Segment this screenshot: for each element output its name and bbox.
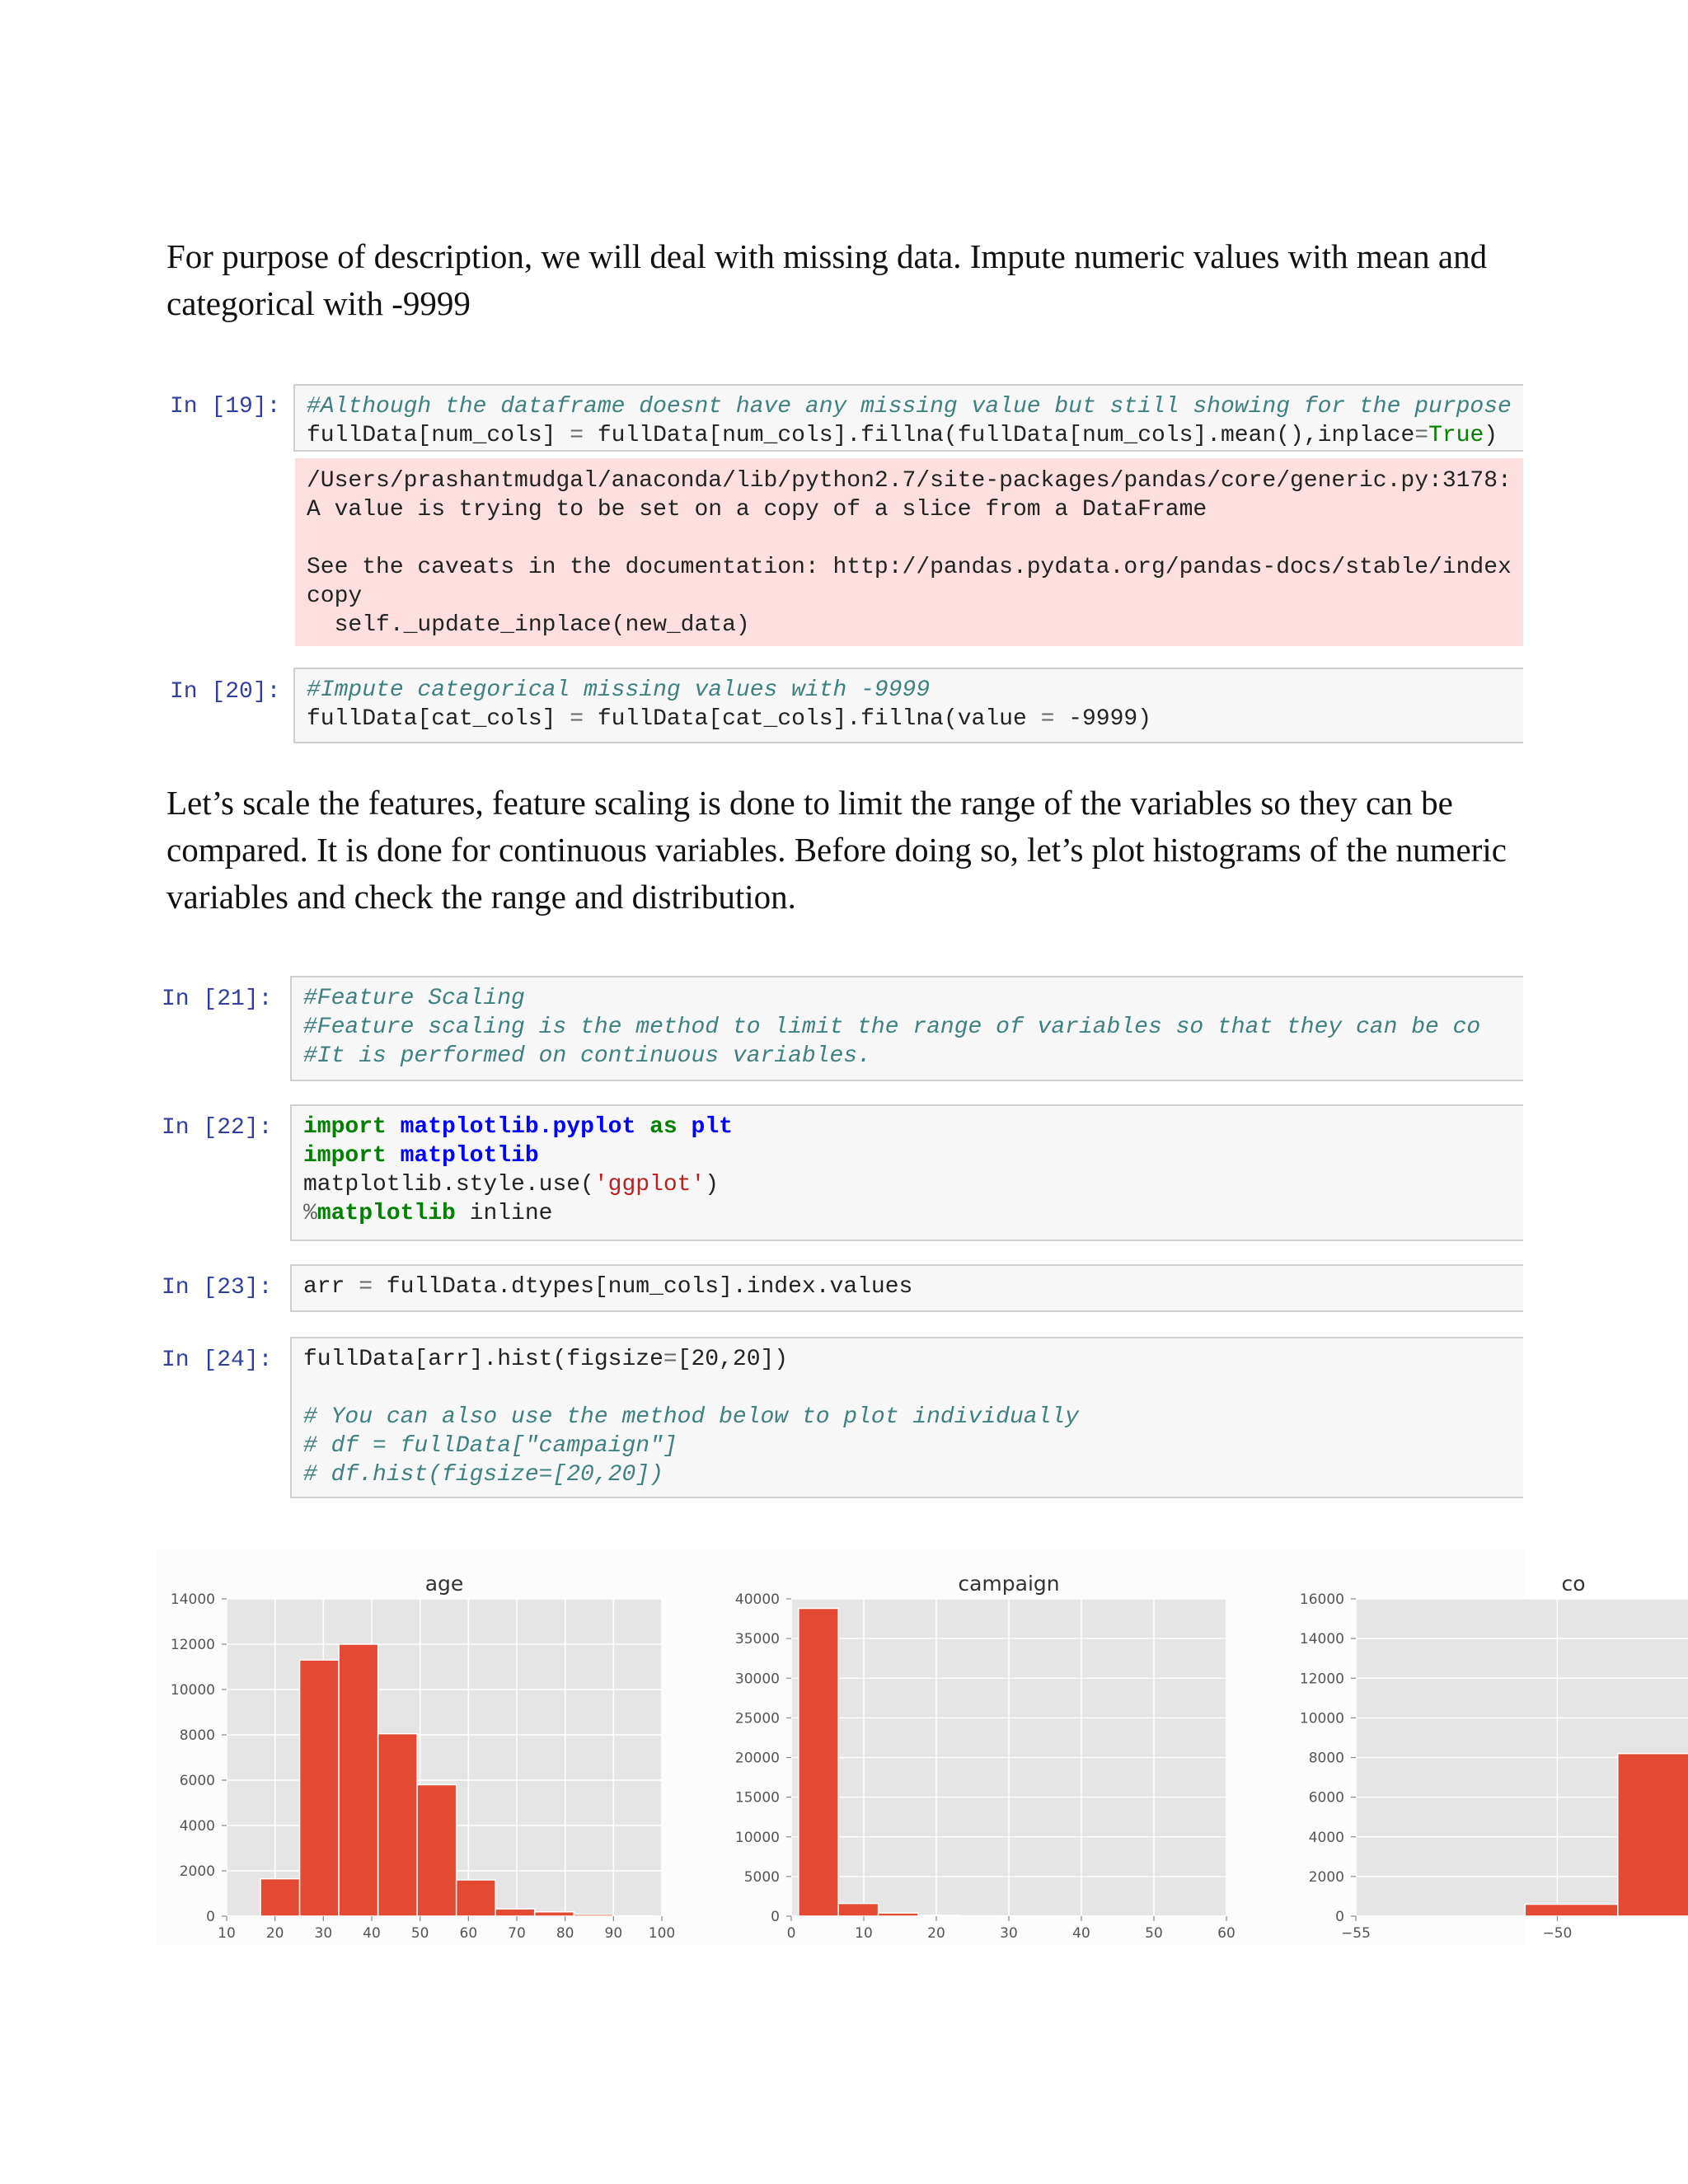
code-comment: # You can also use the method below to plot individually [303, 1404, 1079, 1430]
code-comment: #Impute categorical missing values with -9999 [307, 677, 931, 703]
y-tick-label: 8000 [179, 1727, 215, 1744]
x-tick-label: −55 [1341, 1925, 1371, 1942]
histogram-output [157, 1549, 1586, 1945]
code-comment: #Although the dataframe doesnt have any missing value but still showing for the purpose [307, 394, 1512, 419]
code-module: matplotlib.pyplot [400, 1114, 636, 1140]
code-text: fullData[cat_cols] [307, 706, 570, 732]
code-text: matplotlib.style.use( [303, 1172, 594, 1197]
histogram-figure [157, 1549, 1586, 1945]
error-line: self._update_inplace(new_data) [307, 612, 750, 638]
error-line: A value is trying to be set on a copy of a slice from a DataFrame [307, 497, 1207, 523]
code-input[interactable] [293, 384, 1523, 452]
y-tick-label: 2000 [179, 1863, 215, 1880]
code-text: fullData[arr].hist(figsize [303, 1347, 663, 1372]
cell-prompt: In [22]: [162, 1115, 273, 1141]
histogram-bar [339, 1644, 378, 1916]
x-tick-label: 70 [508, 1925, 526, 1942]
histogram-bar [838, 1904, 878, 1916]
x-tick-label: 30 [314, 1925, 333, 1942]
x-tick-label: 90 [604, 1925, 623, 1942]
cell-prompt: In [19]: [170, 394, 281, 419]
code-text: fullData[num_cols].fillna(fullData[num_cols].mean(),inplace [584, 423, 1415, 448]
histogram-bar [495, 1909, 535, 1916]
histogram-bar [879, 1913, 918, 1916]
y-tick-label: 5000 [743, 1868, 780, 1886]
code-input[interactable] [290, 1264, 1523, 1312]
code-string: 'ggplot' [593, 1172, 706, 1197]
code-module: plt [691, 1114, 733, 1140]
code-operator: = [1414, 423, 1429, 448]
y-tick-label: 4000 [179, 1818, 215, 1835]
y-tick-label: 15000 [734, 1789, 780, 1807]
x-tick-label: 50 [1145, 1925, 1163, 1942]
code-keyword: import [303, 1114, 387, 1140]
code-input[interactable] [290, 1104, 1523, 1241]
scaling-paragraph: Let’s scale the features, feature scaling is done to limit the range of the variables so they can be compared. It is done for continuous variables. Before doing so, let’s plot histograms of the numeric variables and check the range and distribution. [166, 784, 1507, 916]
code-operator: = [359, 1274, 373, 1300]
code-cell-24[interactable] [162, 1337, 1523, 1498]
code-keyword: import [303, 1143, 387, 1169]
x-tick-label: 20 [265, 1925, 284, 1942]
code-text: fullData[num_cols] [307, 423, 570, 448]
y-tick-label: 12000 [170, 1637, 215, 1653]
y-tick-label: 8000 [1308, 1750, 1344, 1767]
x-tick-label: 10 [855, 1925, 873, 1942]
y-tick-label: 0 [206, 1909, 215, 1925]
x-tick-label: 60 [1217, 1925, 1236, 1942]
code-cell-20[interactable] [170, 668, 1523, 743]
code-cell-21[interactable] [162, 976, 1523, 1081]
intro-paragraph: For purpose of description, we will deal with missing data. Impute numeric values with mean and categorical with -9999 [166, 237, 1488, 322]
cell-prompt: In [24]: [162, 1347, 273, 1373]
chart-title: campaign [958, 1572, 1060, 1596]
code-comment: #Feature Scaling [303, 986, 525, 1011]
code-comment: # df.hist(figsize=[20,20]) [303, 1462, 663, 1488]
cell-prompt: In [23]: [162, 1275, 273, 1301]
y-tick-label: 6000 [1308, 1789, 1344, 1807]
y-tick-label: 0 [771, 1909, 780, 1925]
code-text: ) [1484, 423, 1498, 448]
code-comment: #Feature scaling is the method to limit the range of variables so that they can be co [303, 1015, 1481, 1040]
code-input[interactable] [290, 1337, 1523, 1498]
histogram-bar [457, 1880, 496, 1916]
code-input[interactable] [293, 668, 1523, 743]
code-text: [20,20]) [677, 1347, 789, 1372]
code-operator: = [570, 706, 584, 732]
y-tick-label: 20000 [734, 1750, 780, 1767]
y-tick-label: 6000 [179, 1773, 215, 1789]
y-tick-label: 12000 [1299, 1671, 1344, 1688]
x-tick-label: 0 [786, 1925, 796, 1942]
code-cell-23[interactable] [162, 1264, 1523, 1312]
error-output [295, 458, 1523, 646]
histogram-bar [799, 1609, 838, 1916]
histogram-bar [1525, 1905, 1617, 1916]
code-text: ) [705, 1172, 720, 1197]
code-operator: = [570, 423, 584, 448]
y-tick-label: 30000 [734, 1671, 780, 1688]
histogram-bar [300, 1660, 340, 1916]
y-tick-label: 0 [1335, 1909, 1344, 1925]
code-boolean: True [1428, 423, 1484, 448]
y-tick-label: 25000 [734, 1710, 780, 1727]
error-line: /Users/prashantmudgal/anaconda/lib/python2.7/site-packages/pandas/core/generic.py:3178: [307, 468, 1512, 494]
chart-title: co [1561, 1572, 1586, 1596]
code-operator: % [303, 1201, 317, 1226]
x-tick-label: 40 [363, 1925, 381, 1942]
histogram-bar [1618, 1754, 1688, 1916]
y-tick-label: 10000 [1299, 1710, 1344, 1727]
x-tick-label: 80 [556, 1925, 574, 1942]
y-tick-label: 10000 [734, 1829, 780, 1846]
x-tick-label: 100 [648, 1925, 676, 1942]
y-tick-label: 4000 [1308, 1829, 1344, 1846]
code-cell-22[interactable] [162, 1104, 1523, 1241]
histogram-bar [535, 1912, 574, 1916]
cell-prompt: In [21]: [162, 987, 273, 1012]
y-tick-label: 35000 [734, 1631, 780, 1648]
x-tick-label: 30 [1000, 1925, 1018, 1942]
histogram-bar [613, 1915, 653, 1916]
error-line: See the caveats in the documentation: http://pandas.pydata.org/pandas-docs/stable/index [307, 555, 1512, 580]
y-tick-label: 40000 [734, 1591, 780, 1608]
y-tick-label: 2000 [1308, 1868, 1344, 1886]
histogram-bar [378, 1734, 418, 1916]
x-tick-label: 40 [1072, 1925, 1090, 1942]
histogram-bar [260, 1879, 300, 1916]
histogram-bar [918, 1915, 958, 1916]
code-text: -9999) [1054, 706, 1152, 732]
code-magic: matplotlib [316, 1201, 456, 1226]
x-tick-label: 20 [927, 1925, 945, 1942]
code-input[interactable] [290, 976, 1523, 1081]
x-tick-label: 60 [459, 1925, 478, 1942]
code-comment: #It is performed on continuous variables. [303, 1043, 871, 1069]
x-tick-label: 50 [410, 1925, 429, 1942]
code-text: fullData.dtypes[num_cols].index.values [373, 1274, 913, 1300]
histogram-bar [574, 1915, 613, 1916]
code-text: inline [455, 1201, 553, 1226]
cell-prompt: In [20]: [170, 679, 281, 705]
y-tick-label: 14000 [170, 1591, 215, 1608]
x-tick-label: 10 [218, 1925, 236, 1942]
code-module: matplotlib [400, 1143, 539, 1169]
y-tick-label: 16000 [1299, 1591, 1344, 1608]
code-text: arr [303, 1274, 359, 1300]
code-keyword: as [649, 1114, 678, 1140]
code-comment: # df = fullData["campaign"] [303, 1433, 678, 1459]
chart-title: age [424, 1572, 464, 1596]
y-tick-label: 10000 [170, 1682, 215, 1699]
code-operator: = [663, 1347, 678, 1372]
histogram-bar [417, 1785, 457, 1917]
code-text: fullData[cat_cols].fillna(value [584, 706, 1041, 732]
x-tick-label: −50 [1542, 1925, 1573, 1942]
error-line: copy [307, 583, 363, 609]
y-tick-label: 14000 [1299, 1631, 1344, 1648]
code-operator: = [1040, 706, 1055, 732]
